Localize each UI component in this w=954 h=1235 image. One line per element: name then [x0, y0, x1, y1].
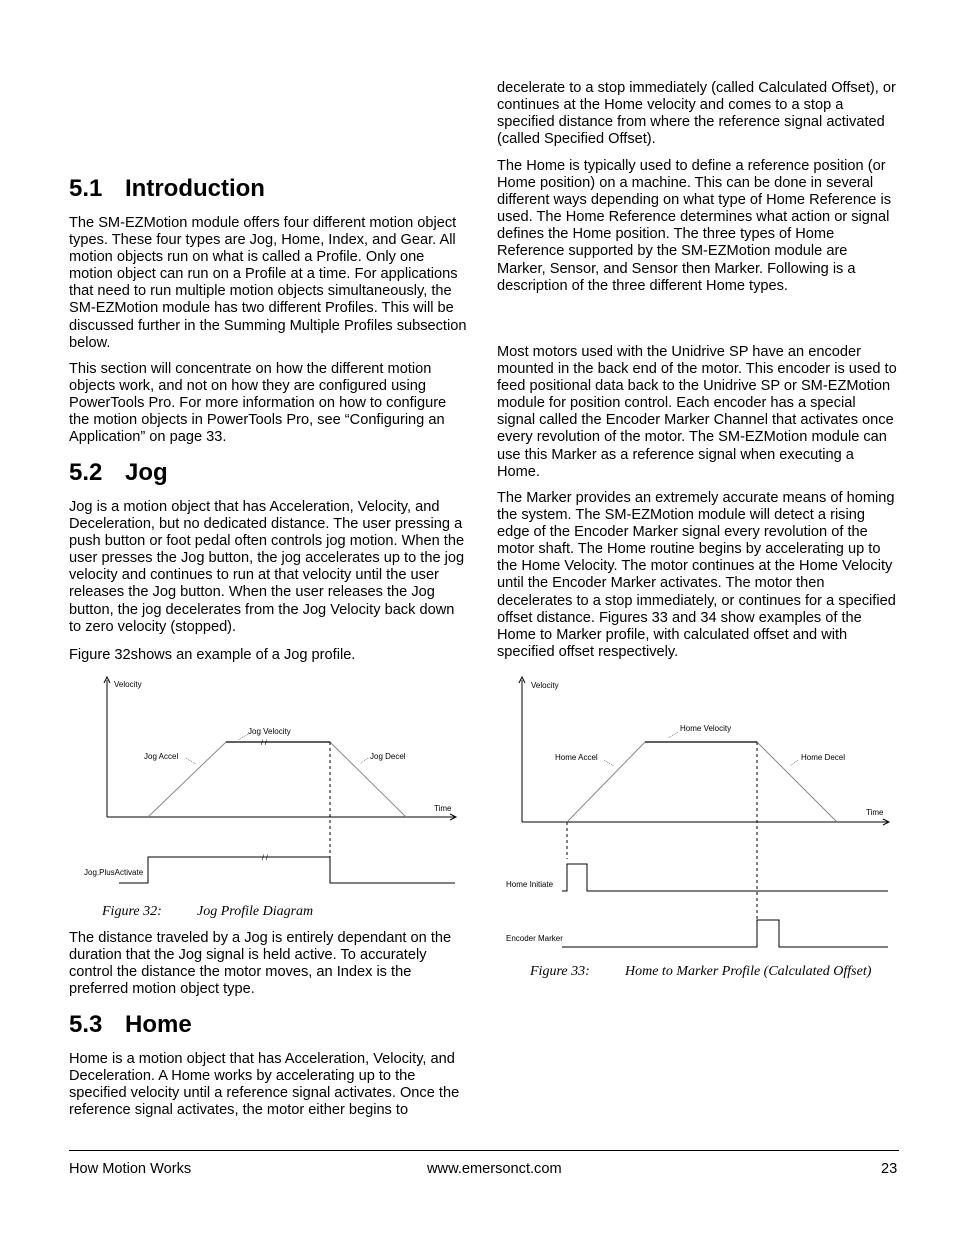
caption-title: Home to Marker Profile (Calculated Offset) — [625, 964, 872, 979]
home-accel-label: Home Accel — [555, 753, 598, 762]
paragraph-jog-3: The distance traveled by a Jog is entirely dependant on the duration that the Jog signal is held active. To accurately control the distance the motor moves, an Index is the preferred motion object type. — [69, 930, 452, 998]
figure-32-jog-profile — [78, 674, 463, 889]
jog-velocity-label: Jog Velocity — [248, 727, 291, 736]
jog-profile-diagram — [78, 674, 463, 889]
footer-page-number: 23 — [881, 1161, 898, 1177]
jog-plus-activate-signal — [119, 857, 455, 883]
home-initiate-label: Home Initiate — [506, 880, 554, 889]
section-number: 5.1 — [69, 175, 103, 202]
home-velocity-label: Home Velocity — [680, 724, 732, 733]
caption-title: Jog Profile Diagram — [197, 904, 314, 919]
footer-left: How Motion Works — [69, 1161, 192, 1177]
caption-number: Figure 32: — [102, 904, 162, 919]
footer-center: www.emersonct.com — [427, 1161, 562, 1177]
figure-33-home-to-marker — [500, 674, 895, 952]
section-title: Home — [125, 1011, 192, 1038]
jog-velocity-profile — [148, 742, 406, 817]
time-axis-label: Time — [866, 808, 884, 817]
time-axis-label: Time — [434, 804, 452, 813]
svg-text:/ /: / / — [261, 740, 267, 747]
jog-accel-label: Jog Accel — [144, 752, 179, 761]
figure-32-caption — [102, 904, 313, 920]
paragraph-home-4: Most motors used with the Unidrive SP have an encoder mounted in the back end of the motor. This encoder is used to feed positional data back to the Unidrive SP or SM-EZMotion module for position control. Each encoder has a special signal called the Encoder Marker Channel that activates once every revolution of the motor. The SM-EZMotion module can use this Marker as a reference signal when executing a Home. — [497, 344, 897, 480]
section-heading-introduction — [69, 175, 265, 203]
section-heading-jog — [69, 459, 168, 487]
section-title: Jog — [125, 459, 168, 486]
paragraph-home-2: decelerate to a stop immediately (called Calculated Offset), or continues at the Home velocity and comes to a stop a specified distance from where the reference signal activated (called Specified Offset). — [497, 80, 896, 148]
section-title: Introduction — [125, 175, 265, 202]
velocity-axis-label: Velocity — [114, 680, 142, 689]
home-velocity-profile — [567, 742, 837, 822]
paragraph-intro-1: The SM-EZMotion module offers four different motion object types. These four types are Jog, Home, Index, and Gear. All motion objects run on what is called a Profile. Only one motion object can run on a Profile at a time. For applications that need to run multiple motion objects simultaneously, the SM-EZMotion module has two different Profiles. This will be discussed further in the Summing Multiple Profiles subsection below. — [69, 215, 467, 351]
section-number: 5.2 — [69, 459, 103, 486]
svg-text:/ /: / / — [262, 855, 268, 862]
home-to-marker-diagram — [500, 674, 895, 952]
paragraph-intro-2: This section will concentrate on how the different motion objects work, and not on how they are configured using PowerTools Pro. For more information on how to configure the motion objects in PowerTools Pro, see “Configuring an Application” on page 33. — [69, 361, 447, 446]
caption-number: Figure 33: — [530, 964, 590, 979]
paragraph-home-1: Home is a motion object that has Acceleration, Velocity, and Deceleration. A Home works by accelerating up to the specified velocity until a reference signal activates. Once the reference signal activates, the motor either begins to — [69, 1051, 460, 1119]
jog-plus-activate-label: Jog.PlusActivate — [84, 868, 144, 877]
footer-rule — [69, 1150, 899, 1151]
velocity-axis-label: Velocity — [531, 681, 559, 690]
paragraph-home-5: The Marker provides an extremely accurate means of homing the system. The SM-EZMotion module will detect a rising edge of the Encoder Marker signal every revolution of the motor shaft. The Home routine begins by accelerating up to the Home Velocity. The motor continues at the Home Velocity until the Encoder Marker activates. The motor then decelerates to a stop immediately, or continues for a specified offset distance. Figures 33 and 34 show examples of the Home to Marker profile, with calculated offset and with specified offset respectively. — [497, 490, 896, 660]
paragraph-jog-2: Figure 32shows an example of a Jog profile. — [69, 647, 356, 663]
figure-33-caption — [530, 964, 871, 980]
paragraph-jog-1: Jog is a motion object that has Acceleration, Velocity, and Deceleration, but no dedicated distance. The user pressing a push button or foot pedal often controls jog motion. When the user presses the Jog button, the jog accelerates up to the jog velocity and continues to run at that velocity until the user releases the Jog button. When the user releases the Jog button, the jog decelerates from the Jog Velocity back down to zero velocity (stopped). — [69, 499, 465, 635]
encoder-marker-label: Encoder Marker — [506, 934, 563, 943]
section-heading-home — [69, 1011, 192, 1039]
encoder-marker-signal — [562, 920, 888, 947]
home-decel-label: Home Decel — [801, 753, 846, 762]
jog-decel-label: Jog Decel — [370, 752, 406, 761]
home-initiate-signal — [562, 864, 888, 891]
paragraph-home-3: The Home is typically used to define a reference position (or Home position) on a machine. This can be done in several different ways depending on what type of Home Reference is used. The Home Reference determines what action or signal defines the Home position. The three types of Home Reference supported by the SM-EZMotion module are Marker, Sensor, and Sensor then Marker. Following is a description of the three different Home types. — [497, 158, 891, 294]
section-number: 5.3 — [69, 1011, 103, 1038]
